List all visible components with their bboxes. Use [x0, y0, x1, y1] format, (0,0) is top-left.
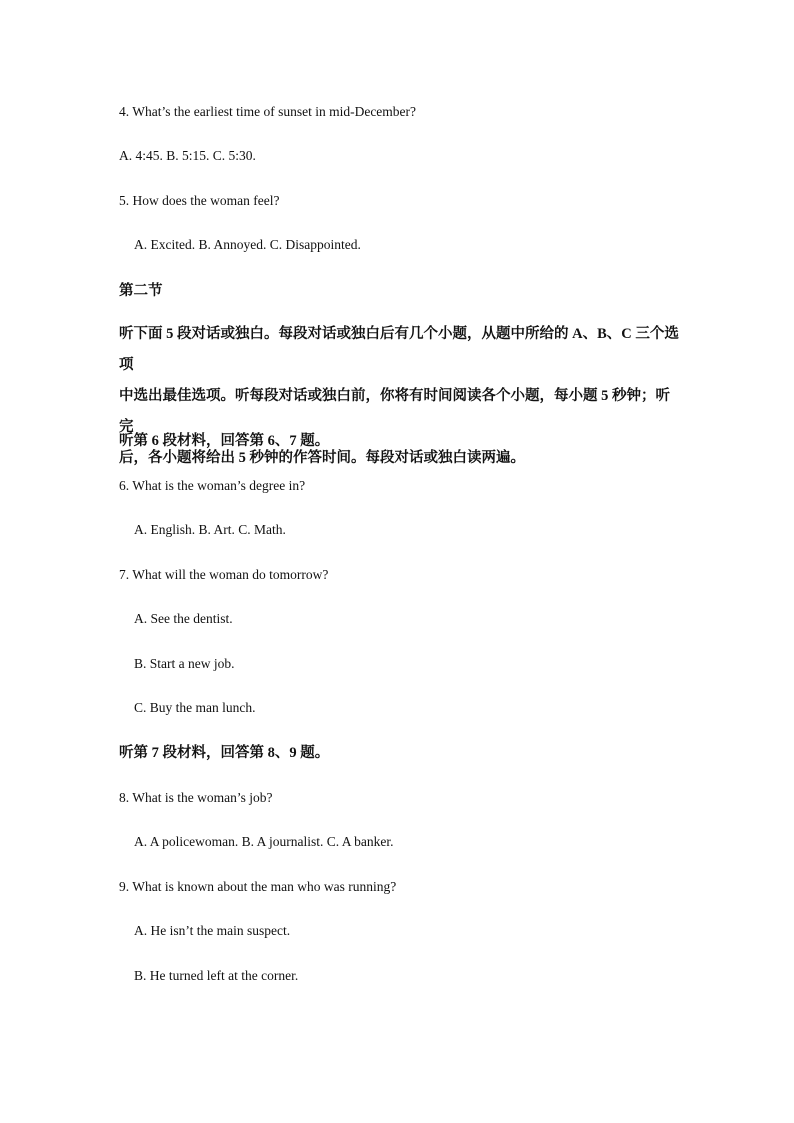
question-6-options: A. English. B. Art. C. Math. [134, 522, 286, 537]
question-9-option-b: B. He turned left at the corner. [134, 968, 299, 983]
question-5-text: 5. How does the woman feel? [119, 193, 280, 208]
section-title: 第二节 [119, 283, 163, 299]
part-7-heading: 听第 7 段材料，回答第 8、9 题。 [119, 745, 330, 761]
question-9-text: 9. What is known about the man who was running? [119, 879, 397, 894]
question-4-text: 4. What’s the earliest time of sunset in mid-December? [119, 104, 417, 119]
question-7-option-c: C. Buy the man lunch. [134, 700, 256, 715]
instructions-line: 后，各小题将给出 5 秒钟的作答时间。每段对话或独白读两遍。 [119, 450, 525, 466]
question-8-text: 8. What is the woman’s job? [119, 790, 273, 805]
instructions-line: 听下面 5 段对话或独白。每段对话或独白后有几个小题，从题中所给的 A、B、C 三个选项 [119, 326, 679, 373]
question-5-options: A. Excited. B. Annoyed. C. Disappointed. [134, 237, 361, 252]
instructions-line: 中选出最佳选项。听每段对话或独白前，你将有时间阅读各个小题，每小题 5 秒钟；听完 [119, 388, 670, 435]
question-8-options: A. A policewoman. B. A journalist. C. A banker. [134, 834, 394, 849]
question-7-option-a: A. See the dentist. [134, 611, 233, 626]
part-6-heading: 听第 6 段材料，回答第 6、7 题。 [119, 433, 330, 449]
question-4-options: A. 4:45. B. 5:15. C. 5:30. [119, 148, 256, 163]
question-9-option-a: A. He isn’t the main suspect. [134, 923, 291, 938]
question-6-text: 6. What is the woman’s degree in? [119, 478, 306, 493]
question-7-text: 7. What will the woman do tomorrow? [119, 567, 329, 582]
question-7-option-b: B. Start a new job. [134, 656, 235, 671]
